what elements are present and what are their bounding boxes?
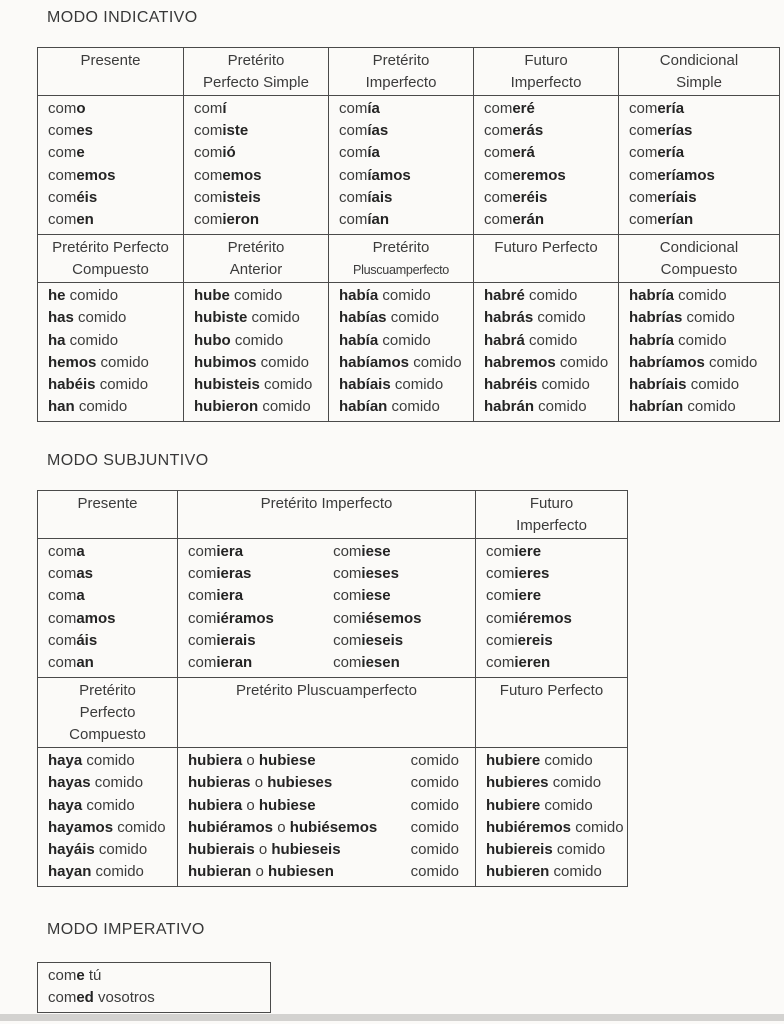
form-variant-right: comido: [410, 752, 459, 770]
header-line: Simple: [676, 74, 722, 91]
conjugation-line: hayáis comido: [48, 841, 148, 859]
header-line: Perfecto: [79, 704, 136, 722]
conjugation-line: había comido: [339, 287, 431, 305]
conjugation-line: comió: [194, 144, 236, 162]
subj-forms-preterito-imperfecto: [178, 539, 476, 678]
form-variant-left: comiéramos: [188, 609, 274, 627]
conjugation-line: hubiere comido: [486, 796, 593, 814]
header-line: Futuro: [529, 495, 574, 512]
conjugation-line: comemos: [48, 166, 116, 184]
conjugation-line: comiere: [486, 543, 542, 560]
conjugation-line: [188, 817, 467, 839]
header-preterito-perfecto-compuesto: [38, 235, 184, 283]
conjugation-line: comían: [339, 211, 390, 229]
conjugation-line: ha comido: [48, 331, 119, 349]
conjugation-line: [188, 772, 467, 794]
conjugation-line: comería: [629, 100, 685, 117]
conjugation-line: hube comido: [194, 287, 283, 305]
conjugation-line: comíais: [339, 188, 393, 206]
subj-forms-preterito-perfecto-compuesto: [38, 748, 178, 887]
conjugation-line: habremos comido: [484, 353, 609, 371]
conjugation-line: has comido: [48, 309, 127, 327]
header-condicional-simple: [619, 48, 780, 96]
section-title-subjuntivo: MODO SUBJUNTIVO: [47, 452, 209, 469]
subj-header-futuro-imperfecto: [476, 491, 628, 539]
conjugation-line: come tú: [48, 967, 102, 984]
conjugation-line: comieres: [486, 565, 550, 583]
conjugation-row: [38, 963, 271, 1013]
imperativo-table-grid: [37, 962, 271, 1013]
subj-header-preterito-pluscuamperfecto: [178, 678, 476, 748]
conjugation-line: comí: [194, 100, 227, 117]
form-variant-right: comido: [410, 863, 459, 881]
form-variant-right: comiesen: [333, 654, 400, 672]
conjugation-line: comía: [339, 100, 380, 117]
header-line: Pretérito Imperfecto: [260, 495, 393, 512]
form-variant-right: comido: [410, 818, 459, 836]
conjugation-line: coméis: [48, 188, 98, 206]
form-variant-left: comiera: [188, 543, 244, 560]
conjugation-line: hubiere comido: [486, 752, 593, 770]
form-variant-left: hubierais o hubieseis: [188, 841, 341, 859]
conjugation-line: habíamos comido: [339, 353, 462, 371]
tense-header-row: [38, 48, 780, 96]
form-variant-right: comido: [410, 841, 459, 859]
conjugation-line: [188, 563, 467, 585]
conjugation-line: [188, 541, 467, 563]
form-variant-right: comieseis: [333, 631, 404, 649]
header-line: Imperfecto: [516, 517, 587, 534]
header-line: Pretérito Perfecto: [52, 239, 169, 257]
header-line: Compuesto: [69, 726, 146, 744]
conjugation-line: comes: [48, 122, 94, 140]
conjugation-line: comiere: [486, 587, 542, 605]
conjugation-line: comemos: [194, 166, 262, 184]
header-line: Compuesto: [72, 261, 149, 279]
conjugation-line: comerás: [484, 122, 544, 140]
conjugation-line: come: [48, 144, 85, 162]
conjugation-line: comeríais: [629, 188, 697, 206]
conjugation-line: hayan comido: [48, 863, 144, 881]
conjugation-line: habrá comido: [484, 331, 578, 349]
header-preterito-perfecto-simple: [184, 48, 329, 96]
forms-futuro-imperfecto: [474, 96, 619, 235]
section-title-imperativo: MODO IMPERATIVO: [47, 921, 205, 938]
forms-futuro-perfecto: [474, 283, 619, 422]
form-variant-left: hubieras o hubieses: [188, 774, 333, 792]
form-variant-right: comieses: [333, 565, 399, 583]
header-line: Futuro Perfecto: [499, 682, 604, 700]
header-line: Futuro: [524, 52, 568, 69]
form-variant-right: comiésemos: [333, 609, 422, 627]
conjugation-line: habrán comido: [484, 398, 587, 416]
conjugation-line: habéis comido: [48, 376, 149, 394]
conjugation-line: había comido: [339, 331, 431, 349]
conjugation-line: hubisteis comido: [194, 376, 313, 394]
conjugation-line: coma: [48, 587, 85, 605]
conjugation-line: comerías: [629, 122, 693, 140]
imperativo-forms: [38, 963, 271, 1013]
conjugation-line: comisteis: [194, 188, 261, 206]
conjugation-line: comíamos: [339, 166, 411, 184]
conjugation-line: comáis: [48, 631, 98, 649]
subj-header-futuro-perfecto: [476, 678, 628, 748]
image-bottom-edge: [0, 1014, 784, 1021]
header-futuro-imperfecto: [474, 48, 619, 96]
conjugation-line: habíais comido: [339, 376, 444, 394]
conjugation-line: comed vosotros: [48, 989, 155, 1007]
conjugation-line: hemos comido: [48, 353, 149, 371]
conjugation-row: [38, 96, 780, 235]
conjugation-line: habrás comido: [484, 309, 586, 327]
conjugation-line: comieron: [194, 211, 260, 229]
conjugation-line: hayamos comido: [48, 818, 166, 836]
subj-forms-presente: [38, 539, 178, 678]
conjugation-line: comería: [629, 144, 685, 162]
conjugation-line: haya comido: [48, 752, 135, 770]
indicativo-table-grid: [37, 47, 780, 422]
header-line: Anterior: [229, 261, 283, 279]
conjugation-line: comen: [48, 211, 94, 229]
conjugation-line: habríamos comido: [629, 353, 758, 371]
header-line: Pretérito: [372, 239, 430, 257]
conjugation-line: comías: [339, 122, 389, 140]
header-line: Condicional: [659, 239, 739, 257]
indicativo-table: [37, 47, 780, 422]
header-line: Presente: [80, 52, 141, 69]
forms-preterito-anterior: [184, 283, 329, 422]
form-variant-left: hubieran o hubiesen: [188, 863, 334, 881]
header-line: Pluscuamperfecto: [353, 263, 449, 278]
conjugation-line: habréis comido: [484, 376, 590, 394]
conjugation-line: comiste: [194, 122, 249, 140]
conjugation-line: habría comido: [629, 331, 727, 349]
header-line: Perfecto Simple: [203, 74, 309, 91]
header-line: Imperfecto: [365, 74, 437, 91]
header-presente: [38, 48, 184, 96]
conjugation-row: [38, 283, 780, 422]
conjugation-line: hubieron comido: [194, 398, 311, 416]
tense-header-row: [38, 491, 628, 539]
forms-condicional-compuesto: [619, 283, 780, 422]
tense-header-row: [38, 678, 628, 748]
conjugation-line: haya comido: [48, 796, 135, 814]
header-line: Pretérito Pluscuamperfecto: [236, 682, 417, 700]
conjugation-line: como: [48, 100, 86, 117]
conjugation-line: [188, 839, 467, 861]
forms-condicional-simple: [619, 96, 780, 235]
header-line: Pretérito: [79, 682, 136, 700]
header-preterito-anterior: [184, 235, 329, 283]
conjugation-line: habías comido: [339, 309, 440, 327]
conjugation-line: hubieres comido: [486, 774, 602, 792]
conjugation-line: comerá: [484, 144, 535, 162]
conjugation-line: habían comido: [339, 398, 440, 416]
form-variant-left: comierais: [188, 631, 256, 649]
form-variant-right: comiese: [333, 587, 391, 605]
conjugation-line: hubo comido: [194, 331, 284, 349]
header-line: Pretérito: [372, 52, 430, 69]
subj-header-presente: [38, 491, 178, 539]
conjugation-line: han comido: [48, 398, 128, 416]
subj-forms-preterito-pluscuamperfecto: [178, 748, 476, 887]
conjugation-line: comeré: [484, 100, 535, 117]
conjugation-line: habríais comido: [629, 376, 740, 394]
forms-preterito-perfecto-simple: [184, 96, 329, 235]
conjugation-row: [38, 539, 628, 678]
subjuntivo-table-grid: [37, 490, 628, 887]
header-preterito-imperfecto: [329, 48, 474, 96]
conjugation-line: he comido: [48, 287, 119, 305]
conjugation-line: [188, 608, 467, 630]
conjugation-line: comas: [48, 565, 94, 583]
conjugation-line: comeréis: [484, 188, 548, 206]
conjugation-line: habrían comido: [629, 398, 736, 416]
form-variant-left: hubiera o hubiese: [188, 796, 316, 814]
section-title-indicativo: MODO INDICATIVO: [47, 9, 198, 26]
subj-header-preterito-imperfecto: [178, 491, 476, 539]
header-line: Imperfecto: [510, 74, 582, 91]
subjuntivo-table: [37, 490, 628, 887]
conjugation-line: hubiéremos comido: [486, 818, 624, 836]
conjugation-line: comieren: [486, 654, 551, 672]
conjugation-line: [188, 652, 467, 674]
conjugation-line: habré comido: [484, 287, 578, 305]
conjugation-line: hubieren comido: [486, 863, 602, 881]
header-line: Pretérito: [227, 239, 285, 257]
conjugation-line: comía: [339, 144, 380, 162]
imperativo-table: [37, 962, 271, 1013]
header-line: Pretérito: [227, 52, 285, 69]
header-line: Compuesto: [660, 261, 738, 279]
conjugation-line: comerían: [629, 211, 694, 229]
forms-preterito-imperfecto: [329, 96, 474, 235]
conjugation-line: coma: [48, 543, 85, 560]
header-line: Condicional: [659, 52, 739, 69]
conjugation-line: hubiereis comido: [486, 841, 606, 859]
conjugation-line: comamos: [48, 609, 116, 627]
header-condicional-compuesto: [619, 235, 780, 283]
conjugation-line: [188, 795, 467, 817]
subj-header-preterito-perfecto-compuesto: [38, 678, 178, 748]
header-line: Futuro Perfecto: [494, 239, 598, 257]
conjugation-line: coman: [48, 654, 94, 672]
conjugation-line: comeremos: [484, 166, 566, 184]
header-preterito-pluscuamperfecto: [329, 235, 474, 283]
form-variant-left: hubiera o hubiese: [188, 752, 316, 770]
subj-forms-futuro-perfecto: [476, 748, 628, 887]
header-line: Presente: [77, 495, 138, 512]
conjugation-line: comerán: [484, 211, 545, 229]
form-variant-left: hubiéramos o hubiésemos: [188, 818, 378, 836]
conjugation-line: [188, 630, 467, 652]
conjugation-line: comiereis: [486, 631, 553, 649]
conjugation-line: hayas comido: [48, 774, 144, 792]
conjugation-row: [38, 748, 628, 887]
conjugation-line: [188, 750, 467, 772]
conjugation-line: comiéremos: [486, 609, 572, 627]
header-futuro-perfecto: [474, 235, 619, 283]
conjugation-line: habría comido: [629, 287, 727, 305]
forms-preterito-perfecto-compuesto: [38, 283, 184, 422]
form-variant-right: comiese: [333, 543, 391, 560]
conjugation-line: hubimos comido: [194, 353, 310, 371]
forms-preterito-pluscuamperfecto: [329, 283, 474, 422]
form-variant-right: comido: [410, 796, 459, 814]
conjugation-line: [188, 861, 467, 883]
form-variant-right: comido: [410, 774, 459, 792]
form-variant-left: comieras: [188, 565, 252, 583]
conjugation-line: habrías comido: [629, 309, 735, 327]
tense-header-row: [38, 235, 780, 283]
subj-forms-futuro-imperfecto: [476, 539, 628, 678]
form-variant-left: comiera: [188, 587, 244, 605]
forms-presente: [38, 96, 184, 235]
form-variant-left: comieran: [188, 654, 253, 672]
conjugation-line: comeríamos: [629, 166, 715, 184]
conjugation-line: [188, 585, 467, 607]
conjugation-line: hubiste comido: [194, 309, 300, 327]
